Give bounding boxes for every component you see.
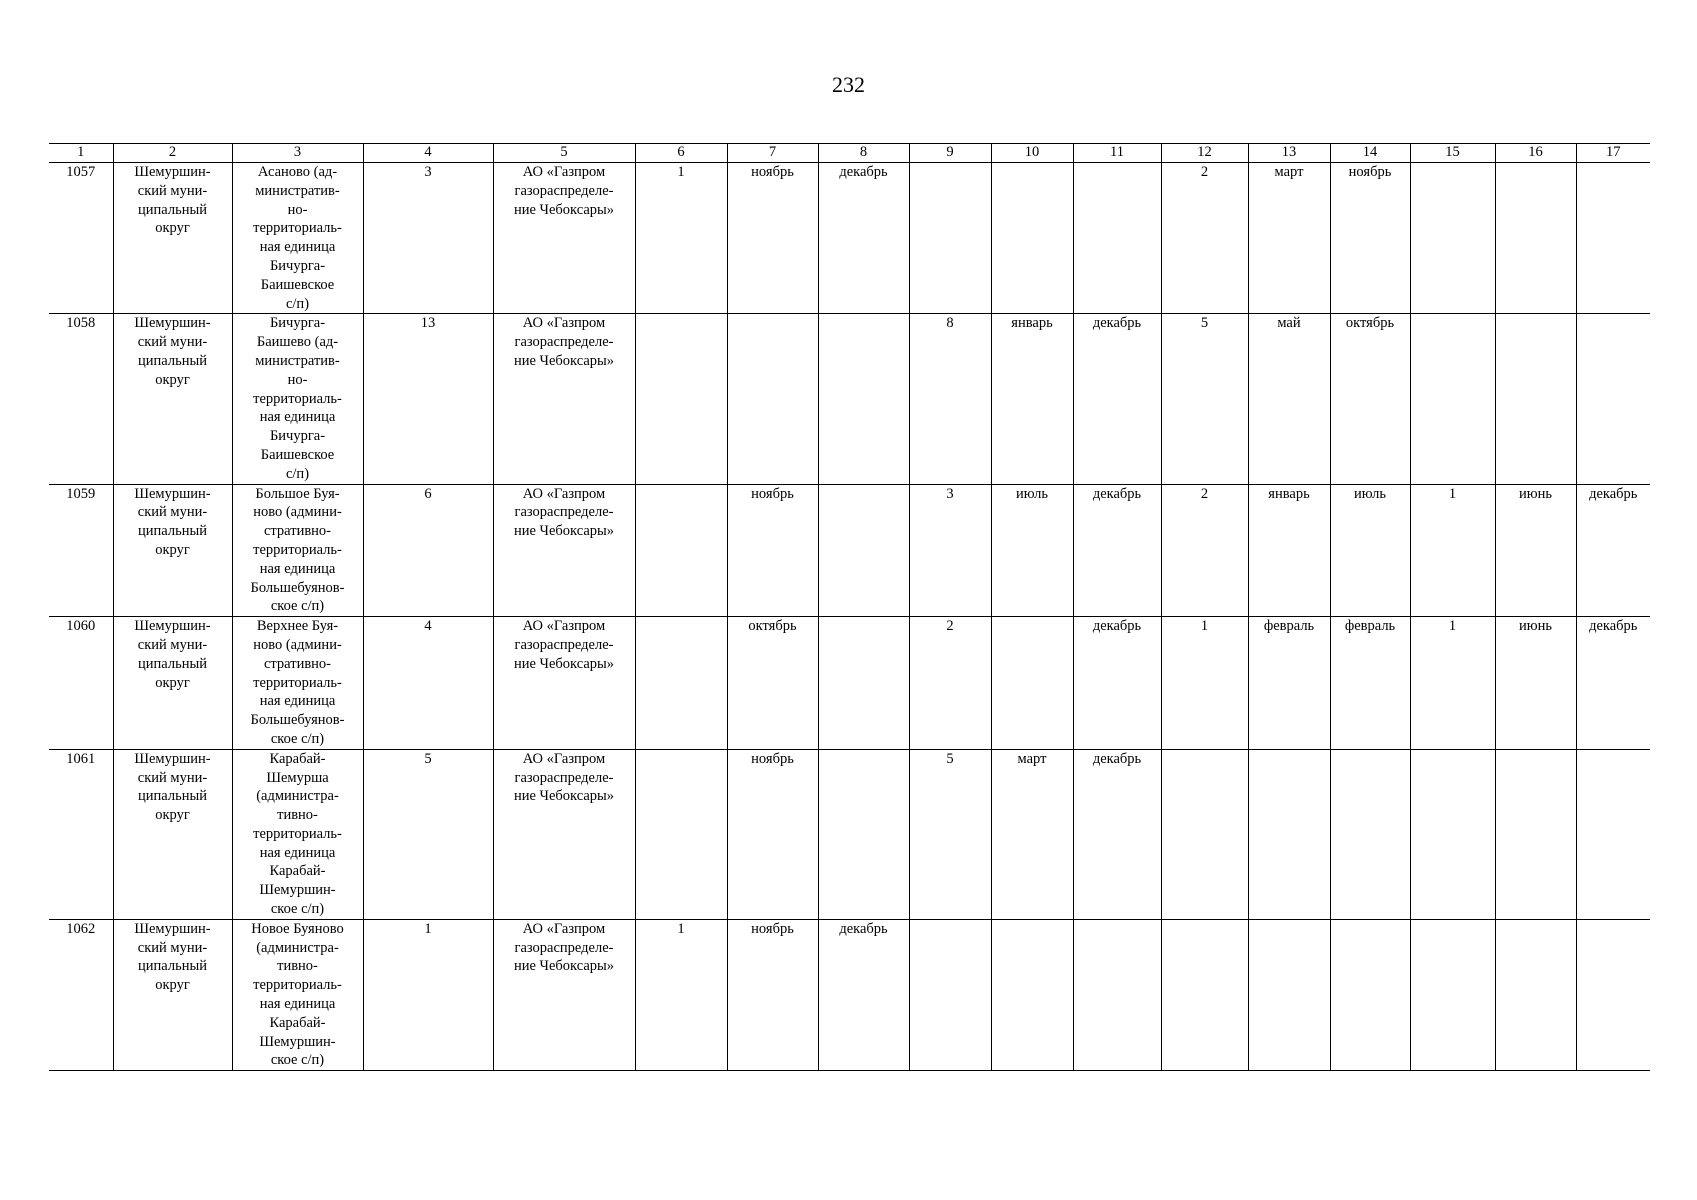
settlement-cell: Большое Буя- ново (админи- стративно- территориаль- ная единица Большебуянов- ское с/п) (232, 484, 363, 617)
table-cell (1495, 919, 1576, 1070)
table-cell: январь (1248, 484, 1330, 617)
table-row (49, 484, 1650, 617)
settlement-cell: Бичурга- Баишево (ад- министратив- но- территориаль- ная единица Бичурга- Баишевское с/п) (232, 314, 363, 484)
operator-cell: АО «Газпром газораспределе- ние Чебоксары» (493, 314, 635, 484)
table-cell: 4 (363, 617, 493, 750)
table-row (49, 617, 1650, 750)
table-cell: март (991, 749, 1073, 919)
column-header: 17 (1576, 144, 1650, 163)
municipality-cell: Шемуршин- ский муни- ципальный округ (113, 314, 232, 484)
table-cell: июль (1330, 484, 1410, 617)
table-cell (635, 314, 727, 484)
operator-cell: АО «Газпром газораспределе- ние Чебоксары» (493, 163, 635, 314)
column-number-row (49, 144, 1650, 163)
table-cell (1495, 163, 1576, 314)
municipality-cell: Шемуршин- ский муни- ципальный округ (113, 919, 232, 1070)
gasification-schedule-table (49, 143, 1650, 1071)
table-cell: 2 (1161, 484, 1248, 617)
column-header: 7 (727, 144, 818, 163)
page-number: 232 (832, 72, 865, 97)
table-cell (1248, 749, 1330, 919)
table-cell (991, 163, 1073, 314)
table-cell (1330, 749, 1410, 919)
table-cell (991, 617, 1073, 750)
table-cell: 2 (909, 617, 991, 750)
column-header: 16 (1495, 144, 1576, 163)
table-cell (1073, 919, 1161, 1070)
table-cell: декабрь (1576, 484, 1650, 617)
table-cell: июнь (1495, 617, 1576, 750)
row-number-cell: 1062 (49, 919, 113, 1070)
table-cell: февраль (1248, 617, 1330, 750)
column-header: 13 (1248, 144, 1330, 163)
table-cell: 5 (1161, 314, 1248, 484)
table-cell (635, 484, 727, 617)
table-cell (818, 314, 909, 484)
table-cell: июнь (1495, 484, 1576, 617)
operator-cell: АО «Газпром газораспределе- ние Чебоксары» (493, 749, 635, 919)
settlement-cell: Верхнее Буя- ново (админи- стративно- территориаль- ная единица Большебуянов- ское с/п) (232, 617, 363, 750)
table-cell (635, 617, 727, 750)
table-cell: 8 (909, 314, 991, 484)
table-cell (1073, 163, 1161, 314)
table-cell: ноябрь (1330, 163, 1410, 314)
settlement-cell: Асаново (ад- министратив- но- территориаль- ная единица Бичурга- Баишевское с/п) (232, 163, 363, 314)
table-cell: 1 (635, 163, 727, 314)
table-cell: декабрь (1576, 617, 1650, 750)
table-cell (818, 617, 909, 750)
table-cell: ноябрь (727, 484, 818, 617)
table-cell (818, 484, 909, 617)
table-cell: декабрь (1073, 749, 1161, 919)
table-cell (1495, 749, 1576, 919)
table-cell: ноябрь (727, 919, 818, 1070)
table-cell (1330, 919, 1410, 1070)
table-cell: 2 (1161, 163, 1248, 314)
table-cell (818, 749, 909, 919)
table-cell (1410, 163, 1495, 314)
settlement-cell: Карабай- Шемурша (администра- тивно- территориаль- ная единица Карабай- Шемуршин- ское с/п) (232, 749, 363, 919)
column-header: 4 (363, 144, 493, 163)
municipality-cell: Шемуршин- ский муни- ципальный округ (113, 617, 232, 750)
table-cell (1576, 749, 1650, 919)
column-header: 5 (493, 144, 635, 163)
column-header: 14 (1330, 144, 1410, 163)
table-cell (909, 919, 991, 1070)
table-cell: ноябрь (727, 163, 818, 314)
column-header: 3 (232, 144, 363, 163)
row-number-cell: 1060 (49, 617, 113, 750)
table-cell: 6 (363, 484, 493, 617)
table-cell: октябрь (1330, 314, 1410, 484)
row-number-cell: 1057 (49, 163, 113, 314)
column-header: 6 (635, 144, 727, 163)
column-header: 12 (1161, 144, 1248, 163)
table-row (49, 314, 1650, 484)
table-cell: март (1248, 163, 1330, 314)
table-cell (909, 163, 991, 314)
table-cell: 3 (909, 484, 991, 617)
table-cell: июль (991, 484, 1073, 617)
table-cell (727, 314, 818, 484)
table-cell: май (1248, 314, 1330, 484)
table-cell: февраль (1330, 617, 1410, 750)
table-cell: 1 (1410, 617, 1495, 750)
column-header: 15 (1410, 144, 1495, 163)
column-header: 9 (909, 144, 991, 163)
table-cell: январь (991, 314, 1073, 484)
table-cell: 13 (363, 314, 493, 484)
column-header: 11 (1073, 144, 1161, 163)
row-number-cell: 1058 (49, 314, 113, 484)
table-cell (1576, 163, 1650, 314)
table-cell: 5 (909, 749, 991, 919)
table-cell (1410, 749, 1495, 919)
table-cell (1161, 919, 1248, 1070)
row-number-cell: 1059 (49, 484, 113, 617)
column-header: 1 (49, 144, 113, 163)
table-cell (635, 749, 727, 919)
table-cell (1576, 314, 1650, 484)
table-cell: октябрь (727, 617, 818, 750)
table-cell: 5 (363, 749, 493, 919)
table-cell: 3 (363, 163, 493, 314)
table-cell (1161, 749, 1248, 919)
table-cell (991, 919, 1073, 1070)
table-cell: 1 (635, 919, 727, 1070)
table-cell (1410, 314, 1495, 484)
table-row (49, 749, 1650, 919)
table-cell: декабрь (1073, 484, 1161, 617)
settlement-cell: Новое Буяново (администра- тивно- территориаль- ная единица Карабай- Шемуршин- ское с/п) (232, 919, 363, 1070)
column-header: 2 (113, 144, 232, 163)
municipality-cell: Шемуршин- ский муни- ципальный округ (113, 163, 232, 314)
table-cell: 1 (1410, 484, 1495, 617)
table-cell: 1 (1161, 617, 1248, 750)
table-cell: декабрь (818, 919, 909, 1070)
municipality-cell: Шемуршин- ский муни- ципальный округ (113, 749, 232, 919)
column-header: 10 (991, 144, 1073, 163)
table-cell: декабрь (1073, 617, 1161, 750)
operator-cell: АО «Газпром газораспределе- ние Чебоксары» (493, 617, 635, 750)
municipality-cell: Шемуршин- ский муни- ципальный округ (113, 484, 232, 617)
row-number-cell: 1061 (49, 749, 113, 919)
table-cell (1248, 919, 1330, 1070)
table-row (49, 919, 1650, 1070)
table-row (49, 163, 1650, 314)
operator-cell: АО «Газпром газораспределе- ние Чебоксары» (493, 484, 635, 617)
table-cell: декабрь (818, 163, 909, 314)
table-cell (1576, 919, 1650, 1070)
table-cell (1410, 919, 1495, 1070)
table-cell: ноябрь (727, 749, 818, 919)
table-cell: декабрь (1073, 314, 1161, 484)
table-cell: 1 (363, 919, 493, 1070)
column-header: 8 (818, 144, 909, 163)
operator-cell: АО «Газпром газораспределе- ние Чебоксары» (493, 919, 635, 1070)
table-cell (1495, 314, 1576, 484)
